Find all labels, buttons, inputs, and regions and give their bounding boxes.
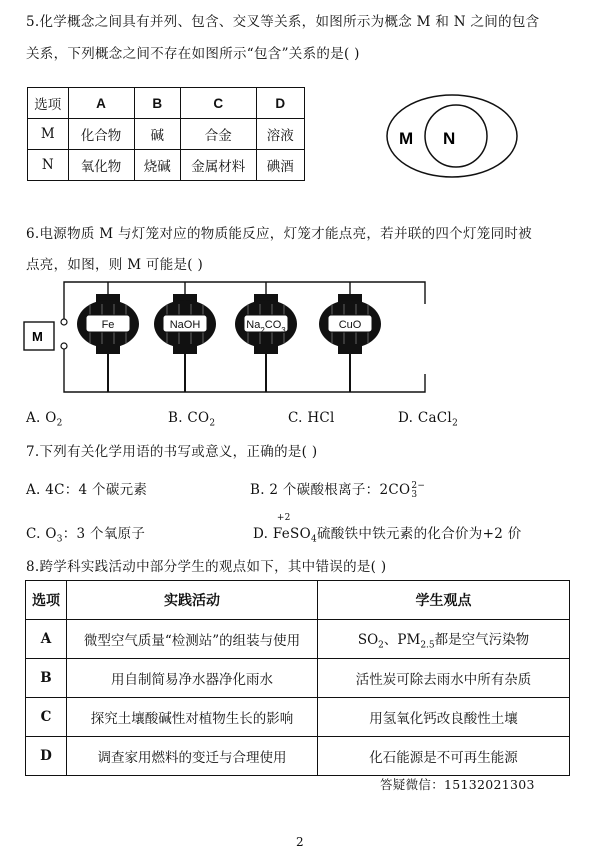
table-cell: 探究土壤酸碱性对植物生长的影响: [67, 698, 318, 737]
table-cell: M: [28, 119, 69, 150]
venn-inner-circle: [425, 105, 487, 167]
venn-label-m: M: [399, 129, 414, 148]
table-cell: 化合物: [68, 119, 134, 150]
table-cell: B: [26, 659, 67, 698]
table-cell: D: [26, 737, 67, 776]
table-cell: C: [180, 88, 256, 119]
lantern-bottom-cap: [254, 345, 278, 354]
table-cell: 用氢氧化钙改良酸性土壤: [318, 698, 570, 737]
q8-table: [25, 580, 570, 776]
table-row: [28, 119, 305, 150]
option-text: 硫酸铁中铁元素的化合价为+2 价: [317, 526, 522, 542]
option-formula: CaCl: [417, 410, 453, 426]
venn-label-n: N: [443, 129, 456, 148]
lantern-bottom-cap: [96, 345, 120, 354]
q5-stem-line1: 5.化学概念之间具有并列、包含、交叉等关系，如图所示为概念 M 和 N 之间的包含: [26, 14, 540, 30]
table-header: 选项: [26, 581, 67, 620]
lantern-bottom-cap: [173, 345, 197, 354]
table-cell: 活性炭可除去雨水中所有杂质: [318, 659, 570, 698]
option-subscript: 3: [56, 534, 63, 545]
option-text: ：3 个氧原子: [62, 526, 146, 542]
terminal-top: [61, 319, 67, 325]
table-row: [26, 581, 570, 620]
option-subscript: 2: [56, 418, 63, 429]
cell-subscript: 2: [378, 640, 384, 651]
table-row: [26, 698, 570, 737]
option-letter: D.: [398, 410, 414, 426]
lantern-label: Fe: [101, 319, 115, 331]
table-cell: 合金: [180, 119, 256, 150]
table-row: [28, 88, 305, 119]
option-letter: A.: [26, 410, 41, 426]
lantern: [77, 294, 139, 392]
q7-option-a[interactable]: A. 4C：4 个碳元素: [26, 482, 148, 498]
cell-text: SO: [357, 631, 379, 648]
option-letter: D.: [253, 526, 269, 542]
option-formula: HCl: [307, 410, 335, 426]
lantern-bottom-cap: [338, 345, 362, 354]
option-superscript: 2−: [411, 480, 426, 491]
q6-option-d[interactable]: [398, 410, 458, 429]
cell-subscript: 2.5: [420, 640, 435, 651]
option-letter: B.: [168, 410, 183, 426]
table-cell: 微型空气质量“检测站”的组装与使用: [67, 620, 318, 659]
terminal-bottom: [61, 343, 67, 349]
table-cell: 化石能源是不可再生能源: [318, 737, 570, 776]
table-cell: 碱: [134, 119, 180, 150]
table-cell: 调查家用燃料的变迁与合理使用: [67, 737, 318, 776]
lantern: [235, 294, 297, 392]
table-cell: N: [28, 150, 69, 181]
option-text: C. O: [26, 526, 57, 542]
table-cell: B: [134, 88, 180, 119]
table-cell: 溶液: [256, 119, 304, 150]
table-cell: 用自制简易净水器净化雨水: [67, 659, 318, 698]
q7-stem: 7.下列有关化学用语的书写或意义，正确的是( ): [26, 444, 318, 460]
table-cell: A: [68, 88, 134, 119]
footer-contact: 答疑微信：15132021303: [380, 777, 535, 792]
lantern-label: CuO: [338, 319, 362, 331]
lantern: [154, 294, 216, 392]
q8-stem: 8.跨学科实践活动中部分学生的观点如下，其中错误的是( ): [26, 559, 387, 575]
option-subscript: 2: [209, 418, 216, 429]
page-number: 2: [296, 835, 304, 849]
table-cell: A: [26, 620, 67, 659]
lantern: [319, 294, 381, 392]
lantern-circuit-diagram: [20, 274, 440, 400]
q6-option-c[interactable]: [288, 410, 335, 426]
lantern-label: NaOH: [169, 319, 201, 331]
valence-mark: +2: [276, 513, 291, 523]
table-cell: C: [26, 698, 67, 737]
option-letter: C.: [288, 410, 303, 426]
table-cell: D: [256, 88, 304, 119]
q6-stem-line2: 点亮，如图，则 M 可能是( ): [26, 257, 204, 273]
table-row: [26, 659, 570, 698]
lantern-label: $Na_2CO_3$: [246, 319, 286, 335]
option-text: B. 2 个碳酸根离子：2CO: [250, 482, 411, 498]
power-source-label: M: [32, 329, 43, 344]
q7-option-b[interactable]: [250, 478, 425, 500]
table-row: [28, 150, 305, 181]
q5-stem-line2: 关系，下列概念之间不存在如图所示“包含”关系的是( ): [26, 46, 360, 62]
table-row: [26, 737, 570, 776]
table-cell: 氧化物: [68, 150, 134, 181]
table-cell: 碘酒: [256, 150, 304, 181]
option-formula: O: [45, 410, 57, 426]
q7-option-c[interactable]: [26, 522, 145, 545]
table-cell: 选项: [28, 88, 69, 119]
venn-diagram: [380, 88, 530, 184]
table-header: 学生观点: [318, 581, 570, 620]
option-formula: FeSO: [272, 526, 311, 542]
table-cell: 金属材料: [180, 150, 256, 181]
q7-option-d[interactable]: [253, 513, 522, 545]
table-cell: 烧碱: [134, 150, 180, 181]
q6-option-b[interactable]: [168, 410, 215, 429]
table-header: 实践活动: [67, 581, 318, 620]
q6-stem-line1: 6.电源物质 M 与灯笼对应的物质能反应，灯笼才能点亮，若并联的四个灯笼同时被: [26, 226, 532, 242]
option-subscript: 2: [452, 418, 459, 429]
cell-text: 都是空气污染物: [434, 631, 530, 648]
cell-text: 、PM: [383, 631, 421, 648]
table-cell: [318, 620, 570, 659]
option-subscript: 4: [310, 534, 317, 545]
table-row: [26, 620, 570, 659]
option-subscript: 3: [411, 489, 418, 500]
q5-options-table: [27, 87, 305, 181]
q6-option-a[interactable]: [26, 410, 63, 429]
option-formula: CO: [187, 410, 210, 426]
